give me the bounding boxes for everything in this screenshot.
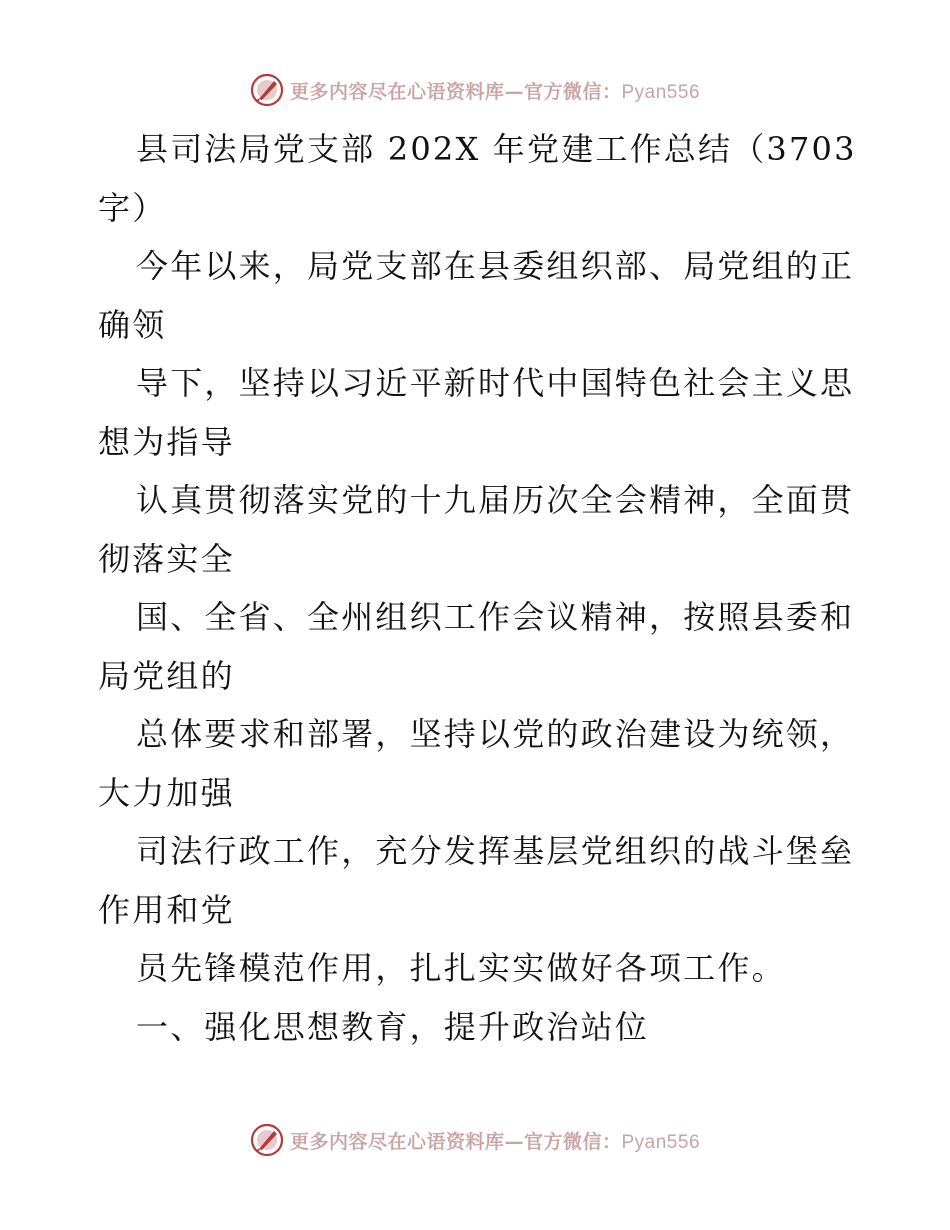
section-heading: 一、强化思想教育，提升政治站位 [136,1007,650,1046]
paragraph-line: 认真贯彻落实党的十九届历次全会精神，全面贯 [136,481,855,519]
paragraph-line: 想为指导 [98,422,235,461]
document-body [98,120,858,1056]
paragraph-line: 局党组的 [98,656,235,695]
document-title: 县司法局党支部 202X 年党建工作总结（3703 [136,130,857,168]
feather-pen-circle-icon [250,73,284,107]
paragraph-line: 大力加强 [98,773,235,812]
feather-pen-circle-icon [250,1123,284,1157]
paragraph-line: 国、全省、全州组织工作会议精神，按照县委和 [136,598,855,636]
paragraph-line: 员先锋模范作用，扎扎实实做好各项工作。 [136,949,786,987]
watermark-account: Pyan556 [621,81,701,103]
header-watermark [0,72,950,108]
watermark-account: Pyan556 [621,1131,701,1153]
paragraph-line: 总体要求和部署，坚持以党的政治建设为统领， [136,715,855,753]
footer-watermark [0,1122,950,1158]
paragraph-line: 司法行政工作，充分发挥基层党组织的战斗堡垒 [136,832,855,870]
paragraph-line: 彻落实全 [98,539,235,578]
paragraph-line: 导下，坚持以习近平新时代中国特色社会主义思 [136,364,855,402]
paragraph-line: 确领 [98,305,167,344]
paragraph-line: 今年以来，局党支部在县委组织部、局党组的正 [136,247,855,285]
paragraph-line: 作用和党 [98,890,235,929]
watermark-text: 更多内容尽在心语资料库—官方微信：Pyan556 [289,80,701,103]
document-title-continued: 字） [98,188,167,227]
watermark-text: 更多内容尽在心语资料库—官方微信：Pyan556 [289,1130,701,1153]
